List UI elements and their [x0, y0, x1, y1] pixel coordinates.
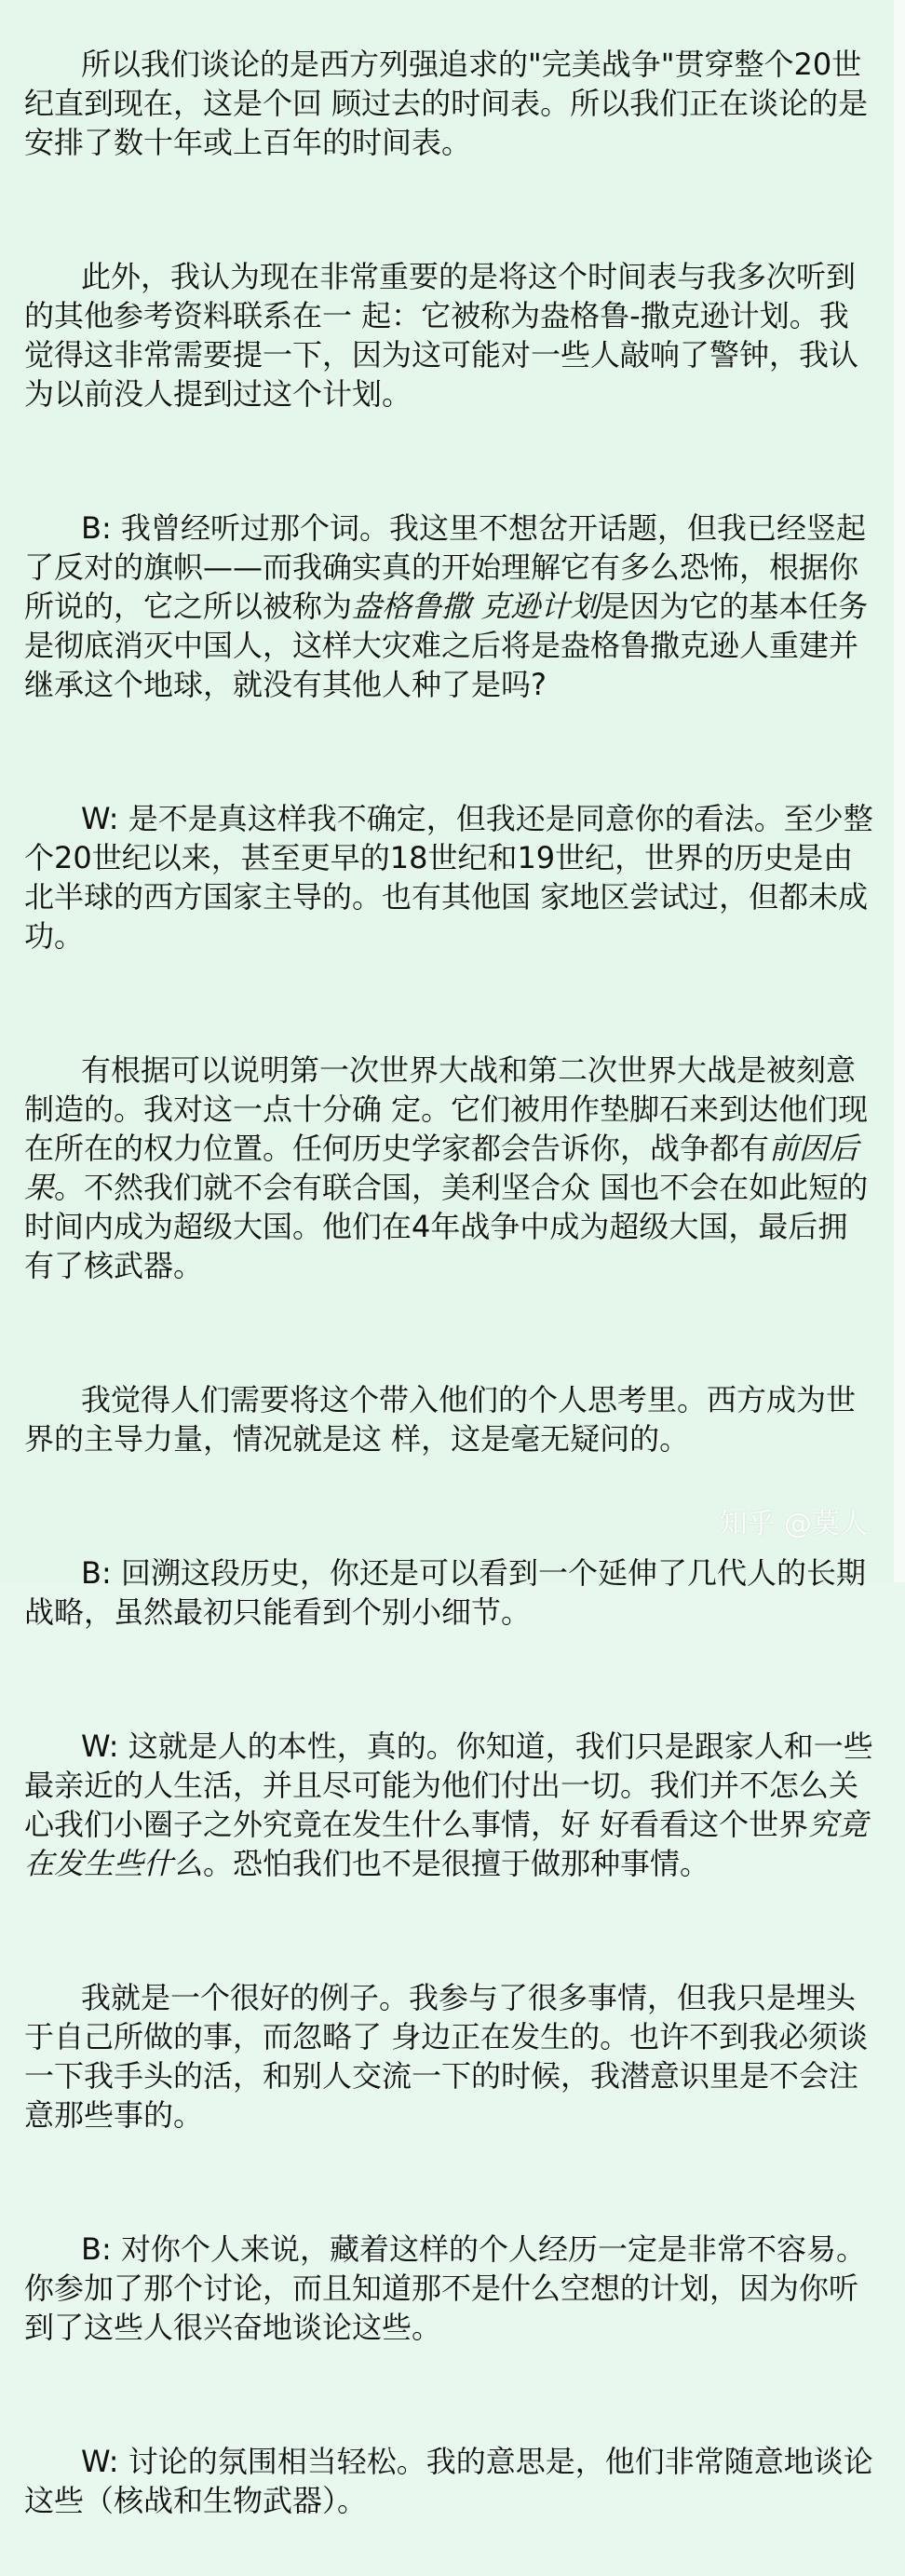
- paragraph-2: [24, 218, 875, 453]
- paragraph-5: [24, 1011, 875, 1324]
- paragraph-8-emphasis: 究竟在发生些什么: [24, 1807, 869, 1881]
- zhihu-watermark: 知乎 @莫人: [719, 1508, 868, 1540]
- paragraph-7-text-1: B: 回溯这段历史，你还是可以看到一个延伸了几代人的长期战略，虽然最初只能看到个别小细节。: [24, 1555, 866, 1630]
- article-content: [24, 6, 875, 2576]
- paragraph-6: [24, 1341, 875, 1498]
- paragraph-8: [24, 1688, 875, 1922]
- paragraph-4-text-1: W: 是不是真这样我不确定，但我还是同意你的看法。至少整个20世纪以来，甚至更早的18世纪和19世纪，世界的历史是由北半球的西方国家主导的。也有其他国 家地区尝试过，但都未成功。: [24, 801, 873, 954]
- paragraph-6-text-1: 我觉得人们需要将这个带入他们的个人思考里。西方成为世界的主导力量，情况就是这 样，这是毫无疑问的。: [24, 1382, 857, 1457]
- paragraph-11-text-1: W: 讨论的氛围相当轻松。我的意思是，他们非常随意地谈论这些（核战和生物武器）。: [24, 2444, 873, 2518]
- paragraph-5-text-1: 有根据可以说明第一次世界大战和第二次世界大战是被刻意制造的。我对这一点十分确 定。它们被用作垫脚石来到达他们现在所在的权力位置。任何历史学家都会告诉你，战争都有: [24, 1052, 869, 1166]
- paragraph-3: [24, 469, 875, 743]
- paragraph-10-text-1: B: 对你个人来说，藏着这样的个人经历一定是非常不容易。你参加了那个讨论，而且知道那不是什么空想的计划，因为你听到了这些人很兴奋地谈论这些。: [24, 2231, 866, 2345]
- paragraph-3-text-1: B: 我曾经听过那个词。我这里不想岔开话题，但我已经竖起了反对的旗帜——而我确实真的开始理解它有多么恐怖，根据你所说的，它之所以被称为: [24, 510, 866, 624]
- paragraph-10: [24, 2190, 875, 2386]
- paragraph-1-text-1: 所以我们谈论的是西方列强追求的"完美战争"贯穿整个20世纪直到现在，这是个回 顾过去的时间表。所以我们正在谈论的是安排了数十年或上百年的时间表。: [24, 47, 869, 160]
- paragraph-8-text-1: W: 这就是人的本性，真的。你知道，我们只是跟家人和一些最亲近的人生活，并且尽可能为他们付出一切。我们并不怎么关心我们小圈子之外究竟在发生什么事情，好 好看看这个世界: [24, 1729, 873, 1842]
- paragraph-5-emphasis: 前因后果: [24, 1131, 859, 1205]
- paragraph-5-text-2: 。不然我们就不会有联合国，美利坚合众 国也不会在如此短的时间内成为超级大国。他们在4年战争中成为超级大国，最后拥有了核武器。: [24, 1170, 869, 1283]
- paragraph-3-emphasis: 盎格鲁撒 克逊计划: [352, 589, 601, 624]
- paragraph-3-text-2: 是因为它的基本任务是彻底消灭中国人，这样大灾难之后将是盎格鲁撒克逊人重建并继承这个地球，就没有其他人种了是吗?: [24, 589, 869, 702]
- paragraph-11: [24, 2403, 875, 2559]
- paragraph-8-text-2: 。恐怕我们也不是很擅于做那种事情。: [203, 1846, 710, 1881]
- paragraph-9: [24, 1939, 875, 2174]
- right-edge-strip: [894, 0, 905, 1582]
- paragraph-1: [24, 6, 875, 201]
- paragraph-4: [24, 760, 875, 995]
- paragraph-2-text-1: 此外，我认为现在非常重要的是将这个时间表与我多次听到的其他参考资料联系在一 起：它被称为盎格鲁-撒克逊计划。我觉得这非常需要提一下，因为这可能对一些人敲响了警钟，我认为以前没人提到过这个计划。: [24, 259, 859, 412]
- paragraph-9-text-1: 我就是一个很好的例子。我参与了很多事情，但我只是埋头于自己所做的事，而忽略了 身边正在发生的。也许不到我必须谈一下我手头的活，和别人交流一下的时候，我潜意识里是不会注意那些事的。: [24, 1980, 869, 2133]
